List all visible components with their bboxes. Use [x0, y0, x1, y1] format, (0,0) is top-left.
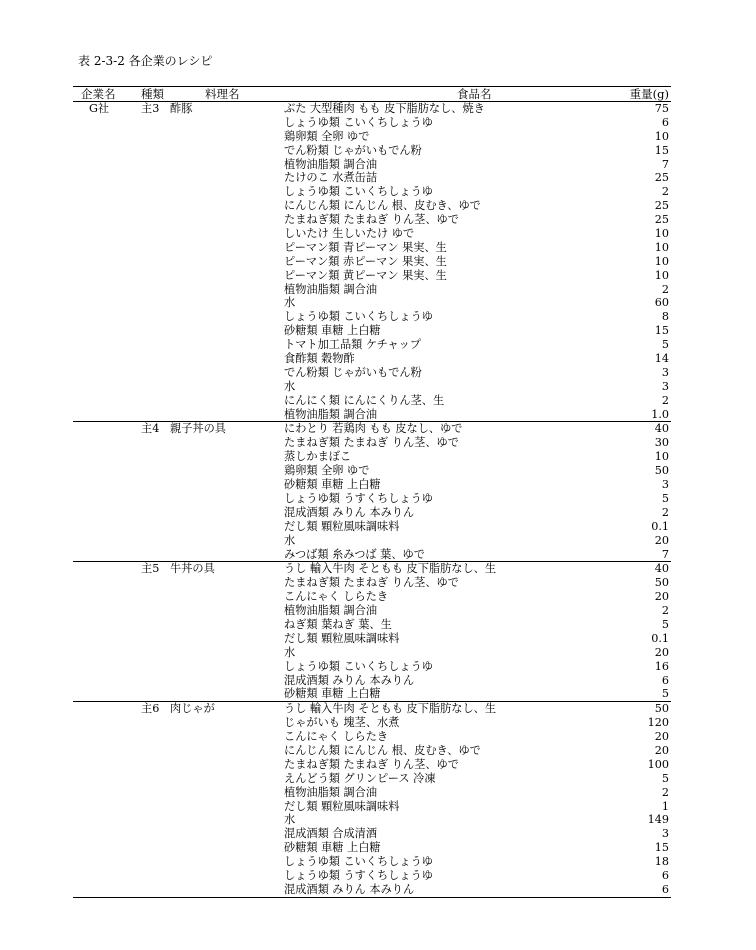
weight-cell: 5 [661, 687, 669, 701]
food-cell: ピーマン類 黄ピーマン 果実、生 [284, 268, 447, 282]
header-weight: 重量(g) [629, 87, 669, 101]
weight-cell: 2 [661, 505, 669, 519]
table-row [73, 464, 671, 478]
company-cell: G社 [89, 102, 110, 115]
weight-cell: 20 [654, 743, 669, 757]
food-cell: 水 [284, 645, 296, 659]
table-row [73, 296, 671, 310]
food-cell: ぶた 大型種肉 もも 皮下脂肪なし、焼き [284, 102, 485, 115]
weight-cell: 50 [654, 576, 669, 590]
table-row [73, 772, 671, 786]
weight-cell: 15 [654, 324, 669, 338]
food-cell: 砂糖類 車糖 上白糖 [284, 687, 381, 701]
weight-cell: 6 [661, 882, 669, 896]
food-cell: しょうゆ類 うすくちしょうゆ [284, 868, 433, 882]
kind-cell: 主3 [141, 102, 160, 115]
table-row [73, 520, 671, 534]
weight-cell: 3 [661, 478, 669, 492]
table-row [73, 158, 671, 172]
food-cell: 混成酒類 みりん 本みりん [284, 882, 415, 896]
food-cell: だし類 顆粒風味調味料 [284, 631, 400, 645]
table-row [73, 786, 671, 800]
weight-cell: 100 [647, 757, 669, 771]
table-row [73, 660, 671, 674]
weight-cell: 75 [654, 102, 669, 115]
table-row [73, 199, 671, 213]
table-caption: 表 2-3-2 各企業のレシピ [78, 54, 213, 68]
table-row [73, 116, 671, 130]
table-row [73, 702, 671, 716]
table-row [73, 366, 671, 380]
dish-cell: 牛丼の具 [170, 562, 215, 576]
food-cell: 鶏卵類 全卵 ゆで [284, 464, 370, 478]
food-cell: 水 [284, 813, 296, 827]
weight-cell: 25 [654, 171, 669, 185]
food-cell: 植物油脂類 調合油 [284, 785, 378, 799]
recipe-group [73, 102, 671, 422]
header-dish: 料理名 [205, 87, 240, 101]
food-cell: しょうゆ類 こいくちしょうゆ [284, 855, 433, 869]
weight-cell: 7 [661, 157, 669, 171]
table-row [73, 730, 671, 744]
table-row [73, 883, 671, 897]
food-cell: じゃがいも 塊茎、水煮 [284, 716, 400, 730]
food-cell: ねぎ類 葉ねぎ 葉、生 [284, 617, 392, 631]
table-row [73, 227, 671, 241]
food-cell: たけのこ 水煮缶詰 [284, 171, 378, 185]
food-cell: しいたけ 生しいたけ ゆで [284, 227, 415, 241]
weight-cell: 20 [654, 533, 669, 547]
food-cell: 混成酒類 みりん 本みりん [284, 673, 415, 687]
weight-cell: 6 [661, 673, 669, 687]
kind-cell: 主4 [141, 422, 160, 436]
weight-cell: 10 [654, 268, 669, 282]
food-cell: 植物油脂類 調合油 [284, 157, 378, 171]
table-row [73, 102, 671, 116]
food-cell: 植物油脂類 調合油 [284, 604, 378, 618]
weight-cell: 20 [654, 730, 669, 744]
food-cell: たまねぎ類 たまねぎ りん茎、ゆで [284, 757, 459, 771]
food-cell: えんどう類 グリンピース 冷凍 [284, 771, 436, 785]
food-cell: 砂糖類 車糖 上白糖 [284, 841, 381, 855]
food-cell: にんじん類 にんじん 根、皮むき、ゆで [284, 743, 481, 757]
food-cell: にわとり 若鶏肉 もも 皮なし、ゆで [284, 422, 463, 436]
dish-cell: 親子丼の具 [170, 422, 226, 436]
food-cell: うし 輸入牛肉 そともも 皮下脂肪なし、生 [284, 702, 497, 716]
table-row [73, 534, 671, 548]
table-row [73, 213, 671, 227]
weight-cell: 2 [661, 282, 669, 296]
weight-cell: 3 [661, 379, 669, 393]
weight-cell: 1.0 [651, 407, 669, 421]
food-cell: しょうゆ類 こいくちしょうゆ [284, 659, 433, 673]
header-kind: 種類 [141, 87, 164, 101]
recipe-group [73, 702, 671, 897]
table-row [73, 130, 671, 144]
table-row [73, 422, 671, 436]
table-row [73, 310, 671, 324]
food-cell: 鶏卵類 全卵 ゆで [284, 129, 370, 143]
weight-cell: 149 [647, 813, 669, 827]
food-cell: しょうゆ類 こいくちしょうゆ [284, 310, 433, 324]
food-cell: 混成酒類 みりん 本みりん [284, 505, 415, 519]
food-cell: でん粉類 じゃがいもでん粉 [284, 143, 422, 157]
food-cell: 蒸しかまぼこ [284, 450, 352, 464]
table-row [73, 744, 671, 758]
food-cell: 水 [284, 533, 296, 547]
table-row [73, 674, 671, 688]
food-cell: たまねぎ類 たまねぎ りん茎、ゆで [284, 576, 459, 590]
table-body [73, 102, 671, 898]
table-row [73, 590, 671, 604]
weight-cell: 5 [661, 771, 669, 785]
food-cell: しょうゆ類 こいくちしょうゆ [284, 115, 433, 129]
food-cell: こんにゃく しらたき [284, 590, 389, 604]
food-cell: ピーマン類 赤ピーマン 果実、生 [284, 254, 447, 268]
food-cell: うし 輸入牛肉 そともも 皮下脂肪なし、生 [284, 562, 497, 576]
weight-cell: 5 [661, 491, 669, 505]
table-row [73, 408, 671, 422]
food-cell: でん粉類 じゃがいもでん粉 [284, 365, 422, 379]
recipe-table [73, 86, 671, 898]
weight-cell: 10 [654, 254, 669, 268]
weight-cell: 3 [661, 365, 669, 379]
weight-cell: 2 [661, 185, 669, 199]
food-cell: みつば類 糸みつば 葉、ゆで [284, 547, 425, 561]
table-row [73, 380, 671, 394]
weight-cell: 40 [654, 422, 669, 436]
food-cell: こんにゃく しらたき [284, 730, 389, 744]
weight-cell: 5 [661, 617, 669, 631]
food-cell: 水 [284, 296, 296, 310]
table-row [73, 255, 671, 269]
weight-cell: 14 [654, 352, 669, 366]
weight-cell: 8 [661, 310, 669, 324]
weight-cell: 10 [654, 129, 669, 143]
header-company: 企業名 [81, 87, 116, 101]
table-row [73, 548, 671, 562]
food-cell: たまねぎ類 たまねぎ りん茎、ゆで [284, 436, 459, 450]
weight-cell: 20 [654, 590, 669, 604]
weight-cell: 10 [654, 227, 669, 241]
table-row [73, 241, 671, 255]
table-row [73, 855, 671, 869]
weight-cell: 2 [661, 393, 669, 407]
weight-cell: 60 [654, 296, 669, 310]
weight-cell: 25 [654, 213, 669, 227]
weight-cell: 50 [654, 464, 669, 478]
recipe-group [73, 562, 671, 702]
table-row [73, 841, 671, 855]
food-cell: 植物油脂類 調合油 [284, 407, 378, 421]
table-row [73, 604, 671, 618]
table-row [73, 800, 671, 814]
food-cell: 植物油脂類 調合油 [284, 282, 378, 296]
weight-cell: 6 [661, 115, 669, 129]
table-row [73, 687, 671, 701]
table-row [73, 632, 671, 646]
table-row [73, 562, 671, 576]
table-row [73, 492, 671, 506]
table-row [73, 171, 671, 185]
food-cell: たまねぎ類 たまねぎ りん茎、ゆで [284, 213, 459, 227]
table-row [73, 450, 671, 464]
food-cell: 砂糖類 車糖 上白糖 [284, 478, 381, 492]
table-row [73, 646, 671, 660]
food-cell: 食酢類 穀物酢 [284, 352, 355, 366]
weight-cell: 25 [654, 199, 669, 213]
table-row [73, 436, 671, 450]
table-row [73, 758, 671, 772]
recipe-group [73, 422, 671, 562]
food-cell: にんじん類 にんじん 根、皮むき、ゆで [284, 199, 481, 213]
food-cell: 水 [284, 379, 296, 393]
food-cell: 砂糖類 車糖 上白糖 [284, 324, 381, 338]
table-row [73, 827, 671, 841]
weight-cell: 50 [654, 702, 669, 716]
weight-cell: 0.1 [651, 631, 669, 645]
weight-cell: 15 [654, 841, 669, 855]
weight-cell: 1 [661, 799, 669, 813]
table-row [73, 869, 671, 883]
weight-cell: 10 [654, 240, 669, 254]
dish-cell: 肉じゃが [170, 702, 215, 716]
table-row [73, 352, 671, 366]
dish-cell: 酢豚 [170, 102, 193, 115]
table-header [73, 86, 671, 102]
table-row [73, 394, 671, 408]
weight-cell: 2 [661, 604, 669, 618]
table-row [73, 576, 671, 590]
kind-cell: 主6 [141, 702, 160, 716]
weight-cell: 120 [647, 716, 669, 730]
table-row [73, 478, 671, 492]
table-row [73, 185, 671, 199]
weight-cell: 7 [661, 547, 669, 561]
table-row [73, 324, 671, 338]
table-row [73, 338, 671, 352]
weight-cell: 40 [654, 562, 669, 576]
table-row [73, 269, 671, 283]
weight-cell: 6 [661, 868, 669, 882]
header-food: 食品名 [457, 87, 492, 101]
weight-cell: 15 [654, 143, 669, 157]
food-cell: 混成酒類 合成清酒 [284, 827, 378, 841]
table-row [73, 716, 671, 730]
table-row [73, 506, 671, 520]
kind-cell: 主5 [141, 562, 160, 576]
weight-cell: 3 [661, 827, 669, 841]
weight-cell: 16 [654, 659, 669, 673]
food-cell: だし類 顆粒風味調味料 [284, 519, 400, 533]
weight-cell: 18 [654, 855, 669, 869]
weight-cell: 5 [661, 338, 669, 352]
food-cell: トマト加工品類 ケチャップ [284, 338, 422, 352]
weight-cell: 30 [654, 436, 669, 450]
food-cell: しょうゆ類 こいくちしょうゆ [284, 185, 433, 199]
food-cell: にんにく類 にんにくりん茎、生 [284, 393, 445, 407]
table-row [73, 813, 671, 827]
food-cell: しょうゆ類 うすくちしょうゆ [284, 491, 433, 505]
weight-cell: 20 [654, 645, 669, 659]
weight-cell: 0.1 [651, 519, 669, 533]
weight-cell: 2 [661, 785, 669, 799]
weight-cell: 10 [654, 450, 669, 464]
table-row [73, 283, 671, 297]
table-row [73, 618, 671, 632]
food-cell: ピーマン類 青ピーマン 果実、生 [284, 240, 447, 254]
table-row [73, 144, 671, 158]
food-cell: だし類 顆粒風味調味料 [284, 799, 400, 813]
